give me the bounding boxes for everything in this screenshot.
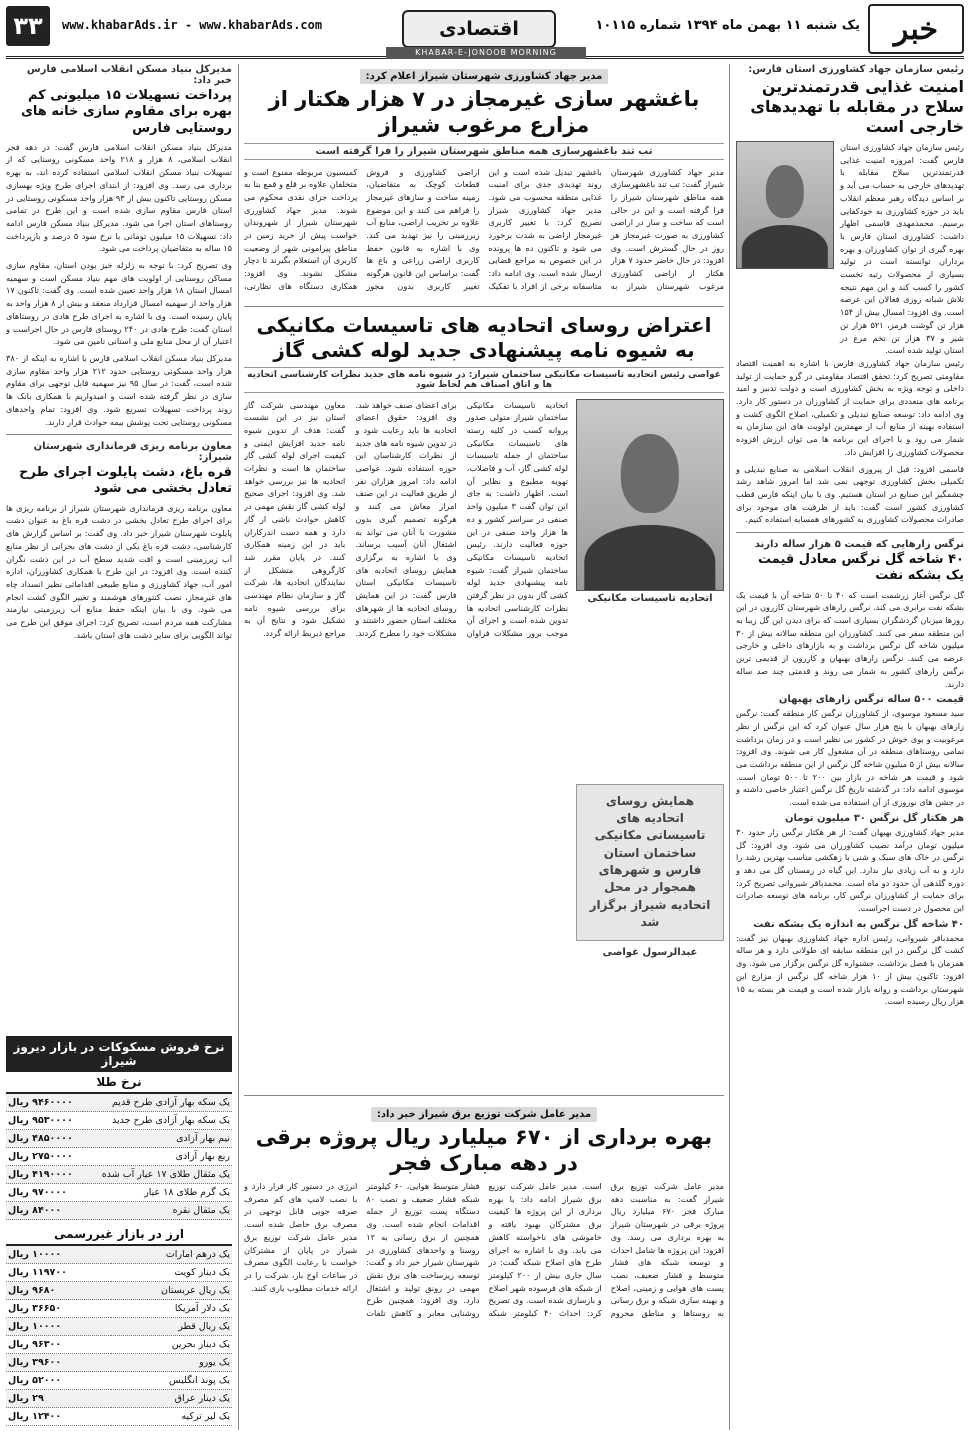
item-name: یک ریال عربستان [111, 1282, 232, 1300]
article-lede: تب تند باغشهرسازی همه مناطق شهرستان شیراز را فرا گرفته است [244, 143, 724, 160]
article-headline: اعتراض روسای اتحادیه های تاسیسات مکانیکی به شیوه نامه پیشنهادی جدید لوله کشی گاز [256, 312, 712, 362]
item-price: ۲۹ ریال [6, 1390, 111, 1408]
table-row [6, 1336, 232, 1354]
item-name: یک گرم طلای ۱۸ عیار [83, 1184, 232, 1202]
article-body: معاون برنامه ریزی فرمانداری شهرستان شیراز از برنامه ریزی ها برای اجرای طرح تعادل بخشی در دشت قره باغ به عنوان دشت پایلوت شهرستان شیراز خبر داد. وی گفت: بر اساس گزارش های کارشناسی، دشت قره باغ یکی از دشت های بحرانی از نظر منابع آب زیرزمینی است و افت شدید سطح آب در این دشت نگران کننده است. وی افزود: در این طرح با همکاری کشاورزان، اداره امور آب، جهاد کشاورزی و منابع طبیعی اقداماتی نظیر انسداد چاه های غیرمجاز، نصب کنتورهای هوشمند و تغییر الگوی کشت انجام می شود. وی با بیان اینکه حفظ منابع آب زیرزمینی نیازمند مشارکت همه مردم است، تصریح کرد: اجرای موفق این طرح می تواند الگویی برای سایر دشت های استان باشد. [6, 502, 232, 640]
article-body: اتحادیه تاسیسات مکانیکی ساختمان شیراز متولی صدور پروانه کسب در کلیه رسته های تاسیسات مکانیکی ساختمان از جمله تاسیسات لوله کشی گاز، آب و فاضلاب، تهویه مطبوع و نظایر آن است. اظهار داشت: به جای این توان گفت ۳ میلیون واحد صنفی در سراسر کشور و ده ها هزار واحد صنفی در این حوزه فعالیت دارند. رئیس اتحادیه تاسیسات مکانیکی ساختمان شیراز گفت: شیوه نامه پیشنهادی جدید لوله کشی گاز بدون در نظر گرفتن نظرات کارشناسی اتحادیه ها تدوین شده است و اجرای آن موجب بروز مشکلات فراوان برای اعضای صنف خواهد شد. وی افزود: حقوق اعضای اتحادیه ها باید رعایت شود و در تدوین شیوه نامه های جدید از نظرات کارشناسان این حوزه استفاده شود. غواصی ادامه داد: امروز هزاران نفر از طریق فعالیت در این صنف امرار معاش می کنند و هرگونه تصمیم گیری بدون مشورت با آنان می تواند به اشتغال آنان آسیب برساند. وی با اشاره به برگزاری همایش روسای اتحادیه های تاسیسات مکانیکی استان فارس گفت: در این همایش روسای اتحادیه ها از شهرهای مختلف استان حضور داشتند و مشکلات خود را مطرح کردند. معاون مهندسی شرکت گاز استان نیز در این نشست گفت: هدف از تدوین شیوه نامه جدید افزایش ایمنی و کیفیت اجرای لوله کشی گاز ساختمان ها است و نظرات اتحادیه ها نیز بررسی خواهد شد. وی افزود: اجرای صحیح لوله کشی گاز نقش مهمی در کاهش حوادث ناشی از گاز دارد و همه دست اندرکاران باید در این زمینه همکاری کنند. در پایان مقرر شد کارگروهی متشکل از نمایندگان اتحادیه ها، شرکت گاز و سازمان نظام مهندسی برای بررسی شیوه نامه تشکیل شود و نتایج آن به مراجع ذیربط ارائه گردد. [244, 399, 568, 639]
divider [736, 532, 964, 533]
table-row [6, 1282, 232, 1300]
website-address: www.khabarAds.ir - www.khabarAds.com [62, 18, 323, 32]
article-body: قاسمی افزود: قبل از پیروزی انقلاب اسلامی به صنایع تبدیلی و تکمیلی بخش کشاورزی توجهی نمی شد اما امروز شاهد رشد چشمگیر این صنایع در استان هستیم. وی با بیان اینکه فارس قطب کشاورزی کشور است گفت: باید از ظرفیت های موجود برای صادرات محصولات کشاورزی به کشورهای همسایه استفاده کنیم. [736, 463, 964, 525]
article-lead-block [736, 141, 964, 357]
article-body: مدیرکل بنیاد مسکن انقلاب اسلامی فارس گفت: در دهه فجر انقلاب اسلامی، ۸ هزار و ۲۱۸ واحد مسکونی روستایی که از تسهیلات بنیاد مسکن انقلاب اسلامی استفاده کرده اند، به بهره برداری می رسد. وی افزود: از ابتدای اجرای طرح ویژه بهسازی مسکن روستایی تاکنون بیش از ۹۳ هزار واحد مسکونی روستایی در استان فارس مقاوم سازی شده است و این طرح در تمامی روستاهای استان اجرا می شود. مدیرکل بنیاد مسکن فارس ادامه داد: تسهیلات ۱۵ میلیون تومانی با نرخ سود ۵ درصد و بازپرداخت ۱۵ ساله به متقاضیان پرداخت می شود. [6, 141, 233, 254]
article-kicker: مدیر جهاد کشاورزی شهرستان شیراز اعلام کرد: [360, 69, 609, 84]
item-name: یک دینار عراق [111, 1390, 232, 1408]
table-row [6, 1202, 232, 1220]
article-signature: عبدالرسول غواصی [602, 946, 698, 958]
table-row [6, 1408, 232, 1426]
table-row [6, 1354, 232, 1372]
table-row [6, 1264, 232, 1282]
left-column [6, 64, 239, 1430]
article-body: رئیس سازمان جهاد کشاورزی فارس با اشاره به اهمیت اقتصاد مقاومتی تصریح کرد: تحقق اقتصاد مقاومتی در گرو حمایت از تولید داخلی و توجه ویژه به بخش کشاورزی است و دولت تدبیر و امید برنامه های متعددی برای حمایت از کشاورزان در دستور کار دارد. وی ادامه داد: توسعه صنایع تبدیلی و تکمیلی، اصلاح الگوی کشت و استفاده بهینه از منابع آب از مهمترین اولویت های این سازمان به شمار می رود و با اجرای این برنامه ها می توان ارزش افزوده محصولات کشاورزی را افزایش داد. [736, 357, 964, 457]
item-name: ربع بهار آزادی [83, 1148, 232, 1166]
gold-table-subtitle: نرخ طلا [6, 1072, 232, 1094]
item-name: یک لیر ترکیه [111, 1408, 232, 1426]
article-headline: امنیت غذایی قدرتمندترین سلاح در مقابله با تهدیدهای خارجی است [750, 77, 964, 136]
divider [6, 434, 232, 435]
newspaper-logo [868, 4, 964, 54]
logo-text: خبر [893, 11, 939, 47]
item-price: ۹۶۳۰۰ ریال [6, 1336, 111, 1354]
issue-date-line: یک شنبه ۱۱ بهمن ماه ۱۳۹۴ شماره ۱۰۱۱۵ [595, 18, 860, 33]
article-body: گل نرگس آغاز زرشمت است که ۴۰ تا ۵۰ شاخه آن با قیمت یک بشکه نفت برابری می کند. نرگس زارهای شهرستان کازرون در این روزها میزبان گردشگران بسیاری است که برای دیدن این گل زیبا به این منطقه سفر می کنند. کشاورزان این منطقه سالانه بیش از ۳۰ میلیون شاخه گل نرگس برداشت و به بازارهای داخلی و خارجی عرضه می کنند. نرگس زارهای بهبهان و کازرون از قدیمی ترین نرگس زارهای کشور به شمار می روند و قدمتی چند صد ساله دارند. [736, 589, 964, 689]
table-row [6, 1246, 232, 1264]
currency-table-title: ارز در بازار غیررسمی [6, 1224, 232, 1246]
article-body: رئیس سازمان جهاد کشاورزی استان فارس گفت: امروزه امنیت غذایی قدرتمندترین سلاح مقابله با تهدیدهای خارجی به حساب می آید و بر اساس دیدگاه رهبر معظم انقلاب باید در حوزه کشاورزی به خودکفایی برسیم. محمدمهدی قاسمی اظهار داشت: کشاورزی استان فارس با بهره گیری از توان کشاورزان و بهره برداران توانسته است در تولید بسیاری از محصولات رتبه نخست کشور را کسب کند و این مهم نتیجه تلاش شبانه روزی فعالان این عرصه است. وی افزود: امسال بیش از ۱۵۴ هزار تن گوشت قرمز، ۵۲۱ هزار تن شیر و ۳۷ هزار تن تخم مرغ در استان تولید شده است. [840, 142, 964, 356]
article-subhead: ۴۰ شاخه گل نرگس به اندازه یک بشکه نفت [753, 918, 964, 930]
table-row [6, 1318, 232, 1336]
article-lede: غواصی رئیس اتحادیه تاسیسات مکانیکی ساختمان شیراز: در شیوه نامه های جدید نظرات کارشناسی اتحادیه ها و اتاق اصناف هم لحاظ شود [244, 367, 724, 393]
table-row [6, 1372, 232, 1390]
item-price: ۹۴۶۰۰۰۰ ریال [6, 1094, 83, 1112]
article-subhead: هر هکتار گل نرگس ۳۰ میلیون تومان [784, 812, 964, 824]
pull-quote: همایش روسای اتحادیه های تاسیساتی مکانیکی ساختمان استان فارس و شهرهای همجوار در محل اتحادیه شیراز برگزار شد [576, 784, 724, 941]
article-headline: بهره برداری از ۶۷۰ میلیارد ریال پروژه برقی در دهه مبارک فجر [255, 1124, 713, 1175]
article-body: وی تصریح کرد: با توجه به زلزله خیز بودن استان، مقاوم سازی مساکن روستایی از اولویت های مهم بنیاد مسکن است و سهمیه امسال استان ۱۸ هزار واحد تعیین شده است. وی گفت: تاکنون ۱۷ هزار واحد از سهمیه امسال قرارداد منعقد و بیش از ۸ هزار واحد به پایان رسیده است. وی با اشاره به اجرای طرح هادی در روستاهای استان گفت: طرح هادی در ۲۴۰ روستای فارس در حال اجراست و اعتبار آن از محل منابع ملی و استانی تامین می شود. [6, 260, 232, 347]
article-body: محمدباقر شیروانی، رئیس اداره جهاد کشاورزی بهبهان نیز گفت: کشت گل نرگس در این منطقه سابقه ای طولانی دارد و هر ساله همزمان با فصل برداشت، جشنواره گل نرگس برگزار می شود. وی افزود: تاکنون بیش از ۱۰ هزار شاخه گل نرگس از مزارع این شهرستان برداشت و روانه بازار شده است و قیمت هر بسته به ۱۵ هزار ریال رسیده است. [736, 932, 964, 1007]
photo-caption: اتحادیه تاسیسات مکانیکی [587, 592, 713, 604]
gold-price-table [6, 1094, 232, 1220]
section-title: اقتصادی [402, 10, 556, 48]
masthead [6, 4, 964, 69]
story2-right-block [576, 399, 724, 1089]
table-row [6, 1300, 232, 1318]
gold-table-title: نرخ فروش مسکوکات در بازار دیروز شیراز [6, 1036, 232, 1072]
masthead-strap: KHABAR-E-JONOOB MORNING NEWSPAPER [386, 47, 586, 59]
article-body: مدیر جهاد کشاورزی بهبهان گفت: از هر هکتار نرگس زار حدود ۳۰ میلیون تومان درآمد نصیب کشاورزان می شود. وی افزود: گل نرگس در خاک های سبک و شنی با زهکشی مناسب بهترین رشد را دارد و به آب زیادی نیاز ندارد. این گیاه در زمستان گل می دهد و دوره گلدهی آن حدود دو ماه است. محمدباقر شیروانی تصریح کرد: برای حمایت از کشاورزان نرگس کار، برنامه های توسعه صادرات این محصول در دست اجراست. [736, 826, 964, 914]
table-row [6, 1184, 232, 1202]
article-kicker: معاون برنامه ریزی فرمانداری شهرستان شیراز: [33, 441, 232, 464]
article-body: مدیر جهاد کشاورزی شهرستان شیراز گفت: تب تند باغشهرسازی همه مناطق شهرستان شیراز را فرا گرفته است و این در حالی است که ساخت و ساز در اراضی کشاورزی به صورت غیرمجاز هر روز در حال گسترش است. وی افزود: در حال حاضر حدود ۷ هزار هکتار از اراضی کشاورزی مرغوب شهرستان شیراز به باغشهر تبدیل شده است و این روند تهدیدی جدی برای امنیت غذایی منطقه محسوب می شود. مدیر جهاد کشاورزی شیراز تصریح کرد: با تغییر کاربری غیرمجاز اراضی به شدت برخورد می شود و تاکنون ده ها پرونده در این خصوص به مراجع قضایی ارسال شده است. وی ادامه داد: متاسفانه برخی از افراد با تفکیک اراضی کشاورزی و فروش قطعات کوچک به متقاضیان، زمینه ساخت و سازهای غیرمجاز را فراهم می کنند و این موضوع علاوه بر تخریب اراضی، منابع آب زیرزمینی را نیز تهدید می کند. وی با اشاره به قانون حفظ کاربری اراضی زراعی و باغ ها گفت: براساس این قانون هرگونه تغییر کاربری بدون مجوز کمیسیون مربوطه ممنوع است و متخلفان علاوه بر قلع و قمع بنا به پرداخت جزای نقدی محکوم می شوند. مدیر جهاد کشاورزی شهرستان شیراز از شهروندان خواست پیش از خرید زمین در مناطق پیرامونی شهر از وضعیت کاربری آن استعلام بگیرند تا دچار مشکل نشوند. وی افزود: همکاری دستگاه های نظارتی، [244, 166, 724, 291]
item-name: یک ریال قطر [111, 1318, 232, 1336]
article-kicker: مدیر عامل شرکت توزیع برق شیراز خبر داد: [371, 1107, 597, 1122]
article-headline: قره باغ، دشت پایلوت اجرای طرح تعادل بخشی می شود [19, 465, 232, 497]
article-kicker: نرگس زارهایی که قیمت ۵ هزار ساله دارند [754, 539, 964, 551]
item-price: ۱۰۰۰۰ ریال [6, 1318, 111, 1336]
item-price: ۱۰۰۰۰ ریال [6, 1246, 111, 1264]
article-headline: باغشهر سازی غیرمجاز در ۷ هزار هکتار از مزارع مرغوب شیراز [268, 87, 700, 138]
union-head-portrait-photo [576, 399, 724, 591]
item-price: ۳۶۶۵۰ ریال [6, 1300, 111, 1318]
item-price: ۳۹۶۰۰ ریال [6, 1354, 111, 1372]
item-name: یک یورو [111, 1354, 232, 1372]
item-name: یک دینار بحرین [111, 1336, 232, 1354]
item-name: نیم بهار آزادی [83, 1130, 232, 1148]
item-price: ۹۷۰۰۰۰ ریال [6, 1184, 83, 1202]
article-headline: ۴۰ شاخه گل نرگس معادل قیمت یک بشکه نفت [757, 552, 964, 584]
item-price: ۸۴۰۰۰ ریال [6, 1202, 83, 1220]
item-name: یک مثقال نقره [83, 1202, 232, 1220]
item-name: یک دلار آمریکا [111, 1300, 232, 1318]
item-name: یک پوند انگلیس [111, 1372, 232, 1390]
table-row [6, 1112, 232, 1130]
article-subhead: قیمت ۵۰۰ ساله نرگس زارهای بهبهان [778, 694, 964, 706]
item-price: ۴۱۹۰۰۰۰ ریال [6, 1166, 83, 1184]
article-headline: پرداخت تسهیلات ۱۵ میلیونی کم بهره برای مقاوم سازی خانه های روستایی فارس [21, 88, 232, 136]
page-number: ۳۳ [6, 6, 50, 46]
table-row [6, 1390, 232, 1408]
divider [244, 306, 724, 307]
item-price: ۱۱۹۷۰۰ ریال [6, 1264, 111, 1282]
item-price: ۵۲۰۰۰ ریال [6, 1372, 111, 1390]
item-price: ۹۵۳۰۰۰۰ ریال [6, 1112, 83, 1130]
item-name: یک مثقال طلای ۱۷ عیار آب شده [83, 1166, 232, 1184]
official-portrait-photo [736, 141, 834, 269]
item-price: ۴۸۵۰۰۰۰ ریال [6, 1130, 83, 1148]
item-price: ۲۷۵۰۰۰۰ ریال [6, 1148, 83, 1166]
currency-price-table [6, 1246, 232, 1426]
item-price: ۱۲۴۰۰ ریال [6, 1408, 111, 1426]
table-row [6, 1130, 232, 1148]
item-price: ۹۶۸۰ ریال [6, 1282, 111, 1300]
item-name: یک درهم امارات [111, 1246, 232, 1264]
item-name: یک سکه بهار آزادی طرح قدیم [83, 1094, 232, 1112]
article-kicker: رئیس سازمان جهاد کشاورزی استان فارس: [748, 64, 964, 75]
right-column [729, 64, 964, 1430]
article-kicker: مدیرکل بنیاد مسکن انقلاب اسلامی فارس خبر داد: [26, 64, 232, 86]
price-tables [6, 1030, 232, 1426]
article-body: مدیرکل بنیاد مسکن انقلاب اسلامی فارس با اشاره به اینکه از ۳۸۰ هزار واحد مسکونی روستایی حدود ۲۱۲ هزار واحد مقاوم سازی شده است، گفت: در سال ۹۵ نیز سهمیه قابل توجهی برای مقاوم سازی در نظر گرفته شده است و امیدواریم با همکاری بانک ها روند پرداخت تسهیلات تسریع شود. وی افزود: تمام واحدهای مسکونی روستایی تحت پوشش بیمه حوادث قرار دارند. [6, 353, 232, 427]
article-body: مدیر عامل شرکت توزیع برق شیراز گفت: به مناسبت دهه مبارک فجر ۶۷۰ میلیارد ریال پروژه برقی در شهرستان شیراز به بهره برداری می رسد. وی افزود: این پروژه ها شامل احداث و توسعه شبکه های فشار متوسط و فشار ضعیف، نصب پست های هوایی و زمینی، اصلاح و بهینه سازی شبکه و برق رسانی به روستاها و مناطق محروم است. مدیر عامل شرکت توزیع برق شیراز ادامه داد: با بهره برداری از این پروژه ها کیفیت برق مشترکان بهبود یافته و خاموشی های ناخواسته کاهش می یابد. وی با اشاره به اجرای طرح های اصلاح شبکه گفت: در سال جاری بیش از ۲۰۰ کیلومتر از شبکه های فرسوده شهر اصلاح و بازسازی شده است. وی تصریح کرد: احداث ۴۰ کیلومتر شبکه فشار متوسط هوایی، ۶۰ کیلومتر شبکه فشار ضعیف و نصب ۸۰ دستگاه پست توزیع از جمله اقدامات انجام شده است. وی همچنین از برق رسانی به ۱۲ روستا و واحدهای کشاورزی در شهرستان شیراز خبر داد و گفت: توسعه زیرساخت های برق نقش مهمی در رونق تولید و اشتغال دارد. وی افزود: همچنین طرح روشنایی معابر و کاهش تلفات انرژی در دستور کار قرار دارد و با نصب لامپ های کم مصرف صرفه جویی قابل توجهی در مصرف برق حاصل شده است. مدیر عامل شرکت توزیع برق شیراز در پایان از مشترکان خواست با رعایت الگوی مصرف در ساعات اوج بار، شرکت را در ارائه خدمات مطلوب یاری کنند. [244, 1181, 724, 1319]
article-body: سید مسعود موسوی، از کشاورزان نرگس کار منطقه گفت: نرگس زارهای بهبهان با پنج هزار سال عنوان کرد که این نرگس از نظر مرغوبیت و بوی خوش در کشور بی نظیر است و در زمان برداشت تمامی روستاهای منطقه در آن مشغول کار می شوند. وی افزود: سالانه بیش از ۵ میلیون شاخه گل نرگس از این منطقه برداشت می شود و قیمت هر شاخه در بازار بین ۲۰۰ تا ۵۰۰ تومان است. موسوی ادامه داد: در گذشته تاریخ گل نرگس اعتبار خاصی داشته و در جشن های نوروزی از آن استفاده می شده است. [735, 708, 964, 808]
table-row [6, 1166, 232, 1184]
table-row [6, 1148, 232, 1166]
item-name: یک دینار کویت [111, 1264, 232, 1282]
item-name: یک سکه بهار آزادی طرح جدید [83, 1112, 232, 1130]
story2-body-area [244, 399, 724, 1089]
center-columns [244, 64, 724, 1430]
table-row [6, 1094, 232, 1112]
divider [244, 1095, 724, 1096]
